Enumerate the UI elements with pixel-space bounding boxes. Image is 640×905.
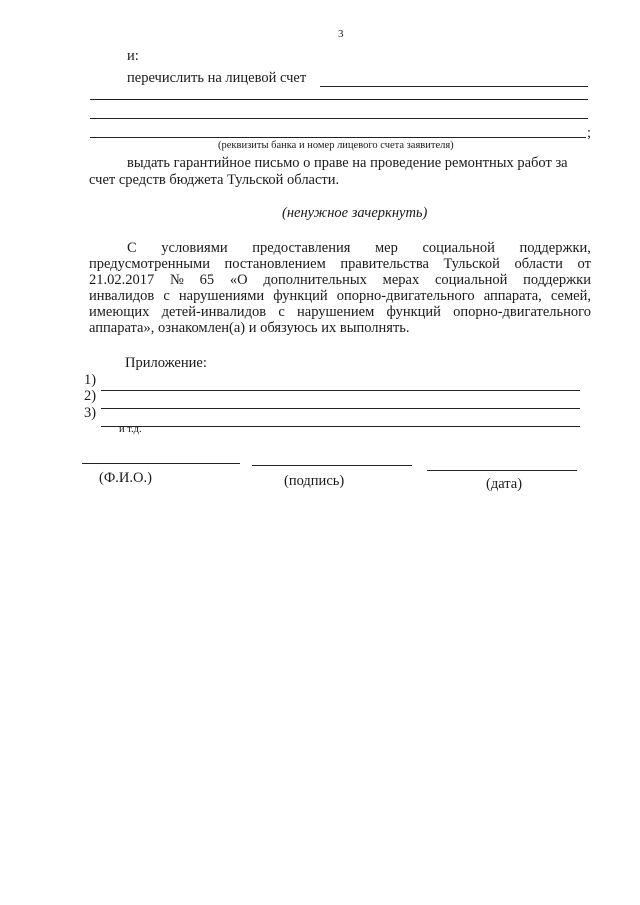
conditions-line-3: 21.02.2017 № 65 «О дополнительных мерах социальной поддержки: [89, 272, 591, 288]
account-line-2[interactable]: [90, 99, 588, 100]
attachment-line-3[interactable]: [101, 426, 580, 427]
attachments-etc: и т.д.: [119, 424, 142, 435]
guarantee-line-2: счет средств бюджета Тульской области.: [89, 172, 340, 188]
account-line-4[interactable]: [90, 137, 586, 138]
fio-line[interactable]: [82, 463, 240, 464]
attachment-line-2[interactable]: [101, 408, 580, 409]
conditions-line-1: С условиями предоставления мер социальной поддержки,: [127, 240, 591, 256]
conditions-line-6: аппарата», ознакомлен(а) и обязуюсь их выполнять.: [89, 320, 410, 336]
attachment-line-1[interactable]: [101, 390, 580, 391]
intro-text: и:: [127, 48, 139, 64]
attachments-title: Приложение:: [125, 355, 207, 371]
sign-caption: (подпись): [284, 473, 345, 489]
account-line-3[interactable]: [90, 118, 588, 119]
strike-note: (ненужное зачеркнуть): [282, 205, 428, 221]
attachment-number-1: 1): [84, 372, 97, 388]
sign-line[interactable]: [252, 465, 412, 466]
transfer-label: перечислить на лицевой счет: [127, 70, 307, 86]
guarantee-line-1: выдать гарантийное письмо о праве на проведение ремонтных работ за: [127, 155, 568, 171]
attachment-number-3: 3): [84, 405, 97, 421]
bank-caption: (реквизиты банка и номер лицевого счета заявителя): [218, 140, 454, 151]
conditions-line-2: предусмотренными постановлением правительства Тульской области от: [89, 256, 591, 272]
fio-caption: (Ф.И.О.): [99, 470, 152, 486]
account-line-1[interactable]: [320, 86, 588, 87]
transfer-end: ;: [587, 125, 592, 141]
date-line[interactable]: [427, 470, 577, 471]
conditions-line-5: имеющих детей-инвалидов с нарушением функций опорно-двигательного: [89, 304, 591, 320]
attachment-number-2: 2): [84, 388, 97, 404]
conditions-line-4: инвалидов с нарушениями функций опорно-двигательного аппарата, семей,: [89, 288, 591, 304]
date-caption: (дата): [486, 476, 523, 492]
page-number: 3: [338, 28, 344, 40]
